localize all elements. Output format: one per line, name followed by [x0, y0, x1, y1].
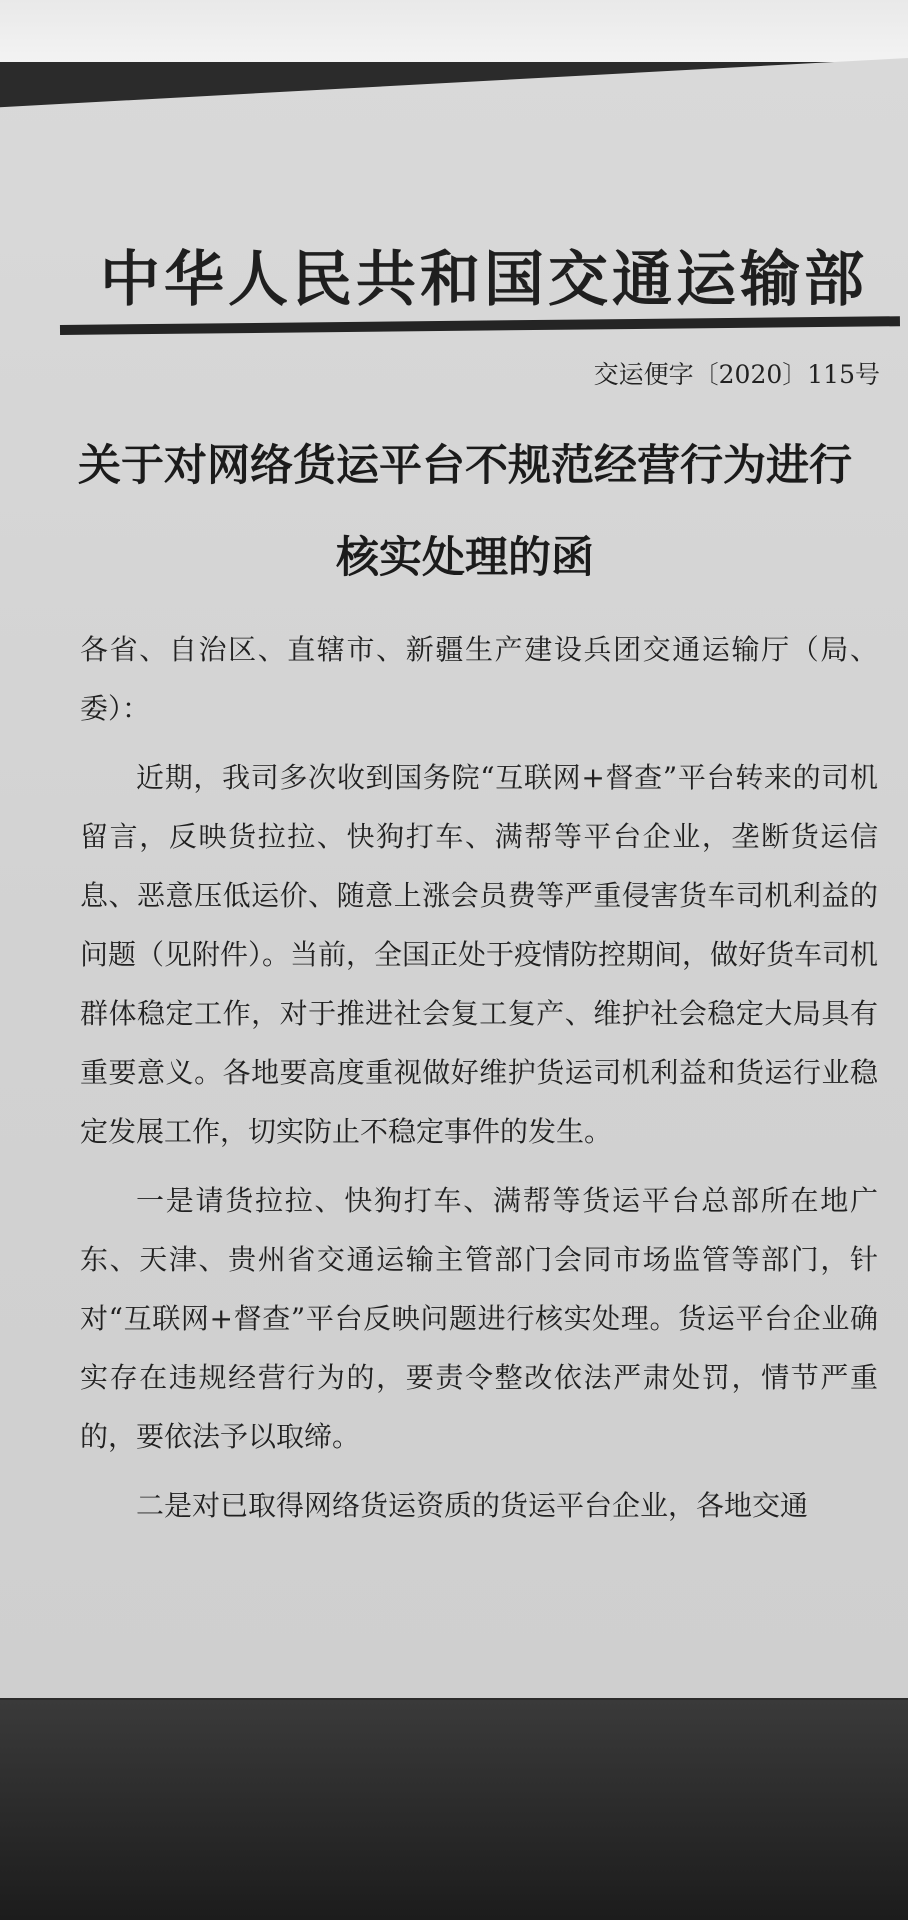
paragraph-3: 二是对已取得网络货运资质的货运平台企业，各地交通 [136, 1489, 809, 1522]
title-line-1: 关于对网络货运平台不规范经营行为进行 [78, 441, 852, 491]
issuer-header: 中华人民共和国交通运输部 [100, 245, 868, 315]
paragraph-1: 近期，我司多次收到国务院“互联网+督查”平台转来的司机留言，反映货拉拉、快狗打车、满帮等平台企业，垄断货运信息、恶意压低运价、随意上涨会员费等严重侵害货车司机利益的问题（见附件）。当前，全国正处于疫情防控期间，做好货车司机群体稳定工作，对于推进社会复工复产、维护社会稳定大局具有重要意义。各地要高度重视做好维护货运司机利益和货运行业稳定发展工作，切实防止不稳定事件的发生。 [80, 761, 879, 1148]
document-body [80, 620, 878, 1535]
document-title [70, 420, 860, 604]
addressee: 各省、自治区、直辖市、新疆生产建设兵团交通运输厅（局、委）： [80, 633, 878, 725]
paragraph-2: 一是请货拉拉、快狗打车、满帮等货运平台总部所在地广东、天津、贵州省交通运输主管部门会同市场监管等部门，针对“互联网+督查”平台反映问题进行核实处理。货运平台企业确实存在违规经营行为的，要责令整改依法严肃处罚，情节严重的，要依法予以取缔。 [80, 1184, 878, 1453]
background-paper-above [0, 0, 908, 62]
dark-background-below-page [0, 1700, 908, 1920]
title-line-2: 核实处理的函 [336, 533, 594, 583]
document-number: 交运便字〔2020〕115号 [593, 360, 880, 389]
